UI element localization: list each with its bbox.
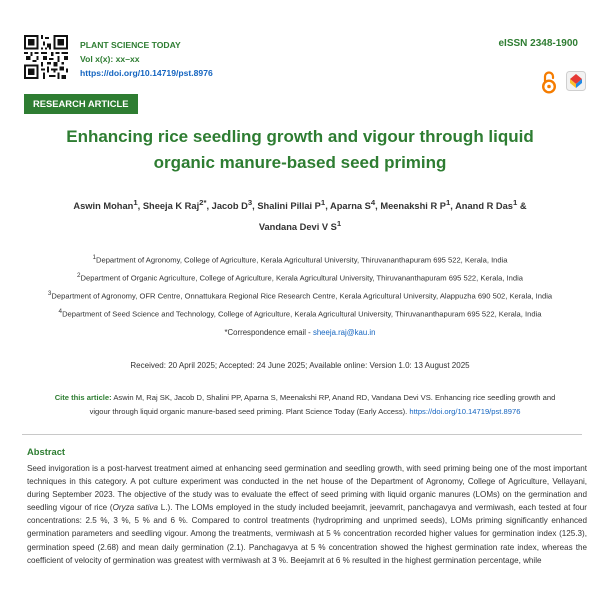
affiliation-sup: 2 [76, 272, 81, 280]
author-list: Aswin Mohan$^1$, Sheeja K Raj$^{2*}$, Jacob $D^3$, Shalini Pillai $P^1$, Aparna $S^4$, Meenakshi R $P^1$, Anand R Das$^1$ & Vandana Devi V $S^1$ [73, 198, 527, 233]
abstract-part-1: Seed invigoration is a post-harvest treatment aimed at enhancing seed germination and seedling growth, with seed priming being one of the most important techniques in this category. A pot culture experiment was conducted in the net house of the Department of Agronomy, College of Agriculture, Vellayani, during September 2023. The objective of the study was to evaluate the effect of seed priming with liquid organic manures (LOMs) on the germination and seedling vigour of rice ( [27, 464, 587, 513]
author-affil-sup: 4 [370, 198, 376, 207]
author-name: Sheeja K Raj [142, 201, 200, 212]
article-title [0, 124, 600, 176]
affiliation-text: Department of Seed Science and Technology, College of Agriculture, Kerala Agricultural University, Thiruvananthapuram 695 522, Kerala, India [62, 309, 542, 319]
author-affil-sup: 2* [199, 198, 207, 207]
article-type-badge: RESEARCH ARTICLE [24, 94, 138, 114]
abstract-part-2: L.). The LOMs employed in the study included beejamrit, jeevamrit, panchagavya and vermiwash, each tested at four concentrations: 2.5 %, 3 %, 5 % and 6 %. Compared to control treatments (hydropriming and unprimed seeds), LOMs priming significantly enhanced germination parameters and seedling vigour. Among the treatments, vermiwash at 5 % concentration recorded higher values for germination index (125.3), germination speed (2.68) and mean daily germination (2.1). Panchagavya at 5 % concentration showed the highest germination rate index, whereas the coefficient of velocity of germination was greatest with vermiwash at 3 %. Beejamrit at 6 % resulted in the highest germination percentage, while [27, 503, 587, 565]
correspondence [0, 328, 600, 337]
affiliation [20, 268, 580, 286]
eissn-label: eISSN 2348-1900 [498, 38, 578, 49]
affiliation-text: Department of Agronomy, College of Agriculture, Kerala Agricultural University, Thiruvananthapuram 695 522, Kerala, India [95, 255, 508, 265]
author-affil-sup: 1 [445, 198, 451, 207]
cite-text: Aswin M, Raj SK, Jacob D, Shalini PP, Aparna S, Meenakshi RP, Anand RD, Vandana Devi VS. Enhancing rice seedling growth and vigour through liquid organic manure-based seed priming. Plant Science Today (Early Access). [89, 393, 556, 416]
citation-block [50, 391, 560, 418]
cite-label: Cite this article: [54, 393, 112, 402]
journal-volume: Vol x(x): xx–xx [80, 54, 140, 64]
journal-name: PLANT SCIENCE TODAY [80, 40, 181, 50]
species-name: Oryza sativa [112, 503, 159, 513]
doi-link[interactable]: https://doi.org/10.14719/pst.8976 [80, 68, 213, 78]
author-affil-sup: 3 [247, 198, 253, 207]
affiliation-sup: 3 [47, 290, 52, 298]
author-affil-sup: 1 [336, 219, 342, 229]
author-name: Anand R Das [455, 201, 513, 212]
affiliation-sup: 1 [92, 254, 96, 261]
author-name: Jacob D [211, 201, 248, 212]
author-name: Meenakshi R P [380, 201, 446, 212]
qr-code-icon [24, 35, 68, 79]
affiliation-list [20, 250, 580, 323]
correspondence-email-link[interactable]: sheeja.raj@kau.in [312, 328, 376, 337]
abstract-heading: Abstract [27, 446, 66, 457]
section-divider [22, 434, 582, 435]
cite-doi-link[interactable]: https://doi.org/10.14719/pst.8976 [409, 406, 521, 416]
author-name: Aparna S [330, 201, 371, 212]
open-access-icon[interactable] [541, 70, 557, 94]
journal-info [80, 38, 213, 80]
author-affil-sup: 1 [512, 198, 518, 207]
author-affil-sup: 1 [320, 198, 326, 207]
abstract-text [27, 462, 587, 567]
crossmark-icon[interactable] [566, 71, 586, 91]
author-name: Vandana Devi V S [258, 222, 337, 233]
author-name: Shalini Pillai P [257, 201, 321, 212]
author-affil-sup: 1 [133, 198, 138, 207]
title-line-2: organic manure-based seed priming [153, 153, 447, 172]
affiliation-sup: 4 [58, 308, 63, 316]
correspondence-label: *Correspondence email - [224, 328, 313, 337]
affiliation [20, 286, 580, 304]
article-dates: Received: 20 April 2025; Accepted: 24 June 2025; Available online: Version 1.0: 13 August 2025 [130, 361, 470, 370]
title-line-1: Enhancing rice seedling growth and vigour through liquid [66, 127, 534, 146]
affiliation [20, 250, 580, 268]
author-name: Aswin Mohan [73, 201, 134, 212]
affiliation-text: Department of Agronomy, OFR Centre, Onnattukara Regional Rice Research Centre, Kerala Agricultural University, Alappuzha 690 502, Kerala, India [51, 291, 553, 301]
affiliation-text: Department of Organic Agriculture, College of Agriculture, Kerala Agricultural University, Thiruvananthapuram 695 522, Kerala, India [80, 273, 524, 283]
affiliation [20, 304, 580, 322]
